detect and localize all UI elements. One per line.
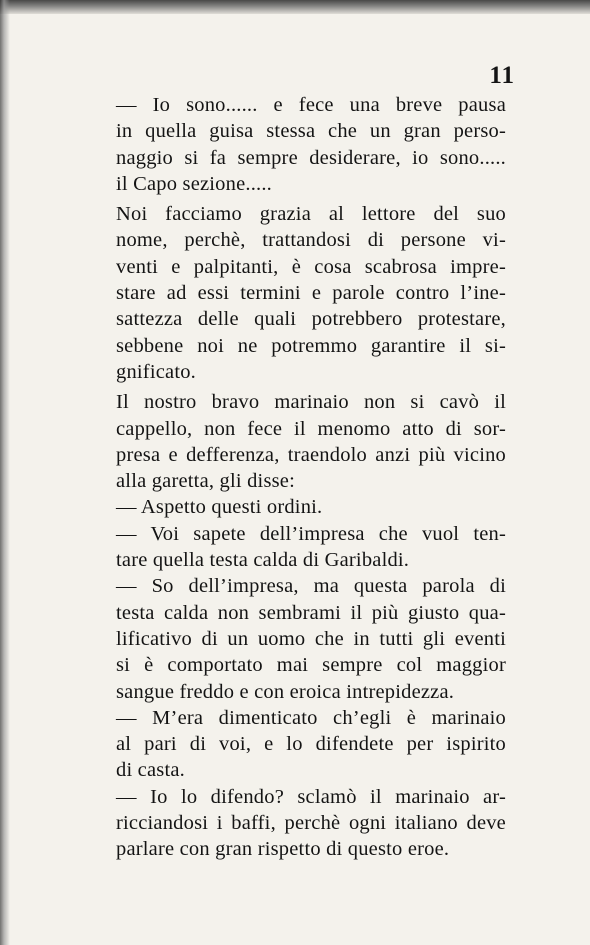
text-line: il Capo sezione..... [116,172,273,195]
text-line: testa calda non sembrami il più giusto qua- [116,601,506,624]
text-line: in quella guisa stessa che un gran perso- [116,120,506,143]
page-number: 11 [489,62,515,89]
text-line: — Io sono...... e fece una breve pausa [116,94,506,116]
text-line: di casta. [116,759,185,782]
text-line: — Aspetto questi ordini. [116,496,323,519]
text-line: venti e palpitanti, è cosa scabrosa impre- [116,255,506,278]
text-line: parlare con gran rispetto di questo eroe. [116,838,450,861]
text-line: — Io lo difendo? sclamò il marinaio ar- [116,785,506,808]
text-line: ricciandosi i baffi, perchè ogni italiano deve [116,812,506,835]
text-line: — So dell’impresa, ma questa parola di [116,575,506,598]
text-line: nome, perchè, trattandosi di persone vi- [116,229,506,252]
text-line: al pari di voi, e lo difendete per ispirito [116,733,506,756]
text-line: gnificato. [116,360,196,383]
text-line: stare ad essi termini e parole contro l’ine- [116,282,506,305]
text-line: Noi facciamo grazia al lettore del suo [116,203,506,226]
text-line: si è comportato mai sempre col maggior [116,654,506,677]
text-line: sattezza delle quali potrebbero protestare, [116,308,506,331]
text-line: cappello, non fece il menomo atto di sor- [116,417,506,440]
text-line: — Voi sapete dell’impresa che vuol ten- [116,522,506,545]
text-line: presa e defferenza, traendolo anzi più vicino [116,443,506,466]
text-line: tare quella testa calda di Garibaldi. [116,549,410,572]
text-line: naggio si fa sempre desiderare, io sono..... [116,146,506,169]
text-line: — M’era dimenticato ch’egli è marinaio [116,706,506,729]
body-text [116,92,506,863]
text-line: Il nostro bravo marinaio non si cavò il [116,391,506,414]
text-line: lificativo di un uomo che in tutti gli eventi [116,627,506,650]
text-line: alla garetta, gli disse: [116,470,295,493]
text-line: sangue freddo e con eroica intrepidezza. [116,680,455,703]
text-line: sebbene noi ne potremmo garantire il si- [116,334,506,357]
